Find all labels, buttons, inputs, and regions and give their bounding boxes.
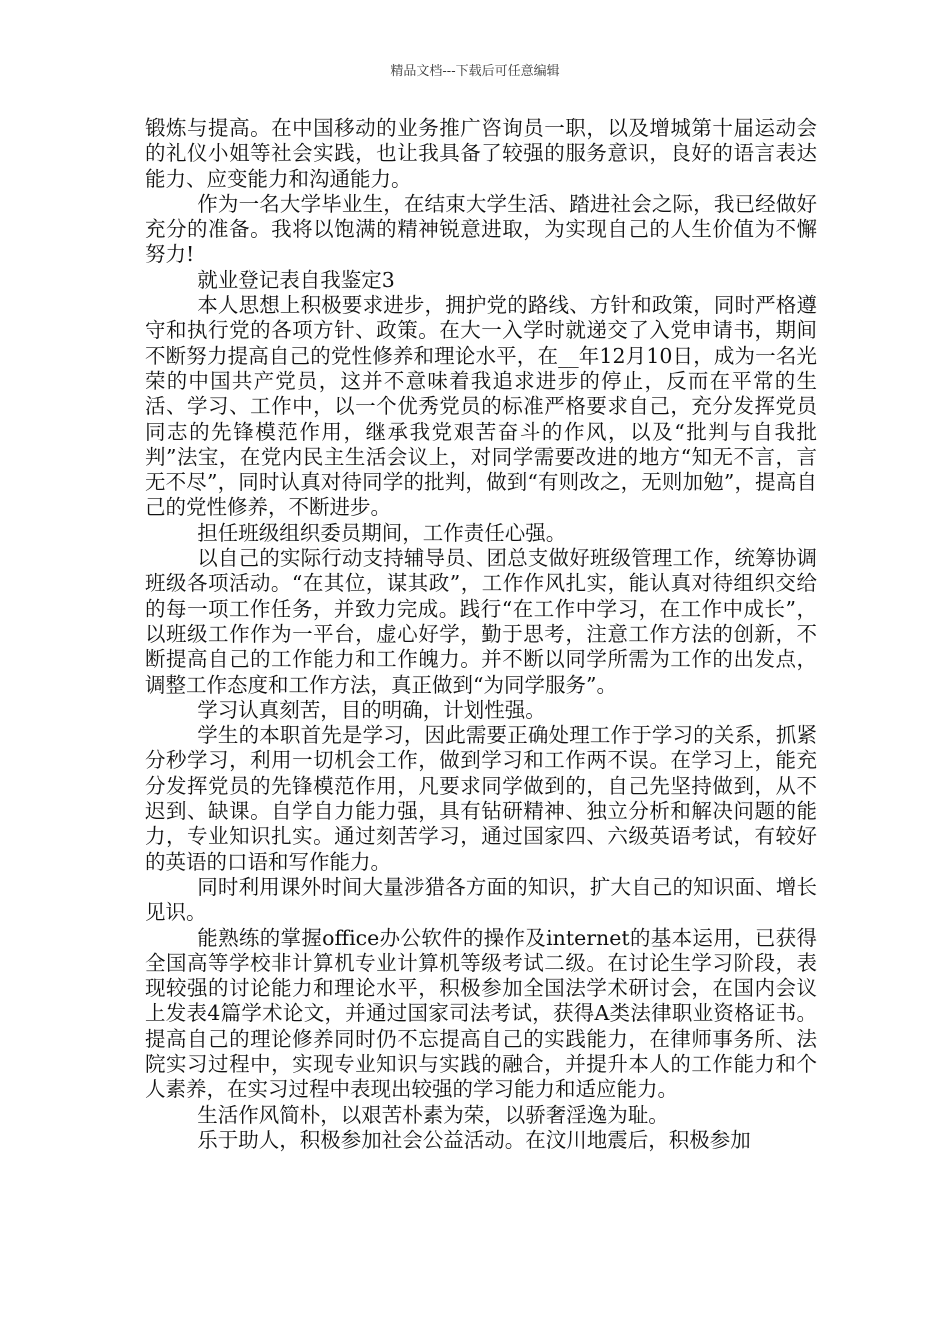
paragraph-volunteer: 乐于助人，积极参加社会公益活动。在汶川地震后，积极参加 [197, 1127, 751, 1152]
paragraph-graduate: 作为一名大学毕业生，在结束大学生活、踏进社会之际，我已经做好充分的准备。我将以饱满的精神锐意进取，为实现自己的人生价值为不懈努力! [145, 191, 817, 267]
paragraph-continuation: 锻炼与提高。在中国移动的业务推广咨询员一职，以及增城第十届运动会的礼仪小姐等社会实践，也让我具备了较强的服务意识，良好的语言表达能力、应变能力和沟通能力。 [145, 116, 817, 191]
paragraph-study-attitude: 学习认真刻苦，目的明确，计划性强。 [197, 697, 546, 722]
document-body [145, 116, 817, 1153]
section-heading: 就业登记表自我鉴定3 [197, 267, 395, 292]
paragraph-class-work: 以自己的实际行动支持辅导员、团总支做好班级管理工作，统筹协调班级各项活动。“在其位，谋其政”，工作作风扎实，能认真对待组织交给的每一项工作任务，并致力完成。践行“在工作中学习，在工作中成长”，以班级工作作为一平台，虚心好学，勤于思考，注意工作方法的创新，不断提高自己的工作能力和工作魄力。并不断以同学所需为工作的出发点，调整工作态度和工作方法，真正做到“为同学服务”。 [145, 546, 817, 697]
paragraph-study: 学生的本职首先是学习，因此需要正确处理工作于学习的关系，抓紧分秒学习，利用一切机会工作，做到学习和工作两不误。在学习上，能充分发挥党员的先锋模范作用，凡要求同学做到的，自己先坚持做到，从不迟到、缺课。自学自力能力强，具有钻研精神、独立分析和解决问题的能力，专业知识扎实。通过刻苦学习，通过国家四、六级英语考试，有较好的英语的口语和写作能力。 [145, 723, 817, 874]
paragraph-committee: 担任班级组织委员期间，工作责任心强。 [197, 520, 567, 545]
page-header: 精品文档---下载后可任意编辑 [390, 64, 560, 79]
paragraph-knowledge: 同时利用课外时间大量涉猎各方面的知识，扩大自己的知识面、增长见识。 [145, 874, 817, 925]
paragraph-lifestyle: 生活作风简朴，以艰苦朴素为荣，以骄奢淫逸为耻。 [197, 1102, 669, 1127]
paragraph-ideology: 本人思想上积极要求进步，拥护党的路线、方针和政策，同时严格遵守和执行党的各项方针、政策。在大一入学时就递交了入党申请书，期间不断努力提高自己的党性修养和理论水平，在__年12月10日，成为一名光荣的中国共产党员，这并不意味着我追求进步的停止，反而在平常的生活、学习、工作中，以一个优秀党员的标准严格要求自己，充分发挥党员同志的先锋模范作用，继承我党艰苦奋斗的作风，以及“批判与自我批判”法宝，在党内民主生活会议上，对同学需要改进的地方“知无不言，言无不尽”，同时认真对待同学的批判，做到“有则改之，无则加勉”，提高自己的党性修养，不断进步。 [145, 293, 817, 520]
paragraph-skills: 能熟练的掌握office办公软件的操作及internet的基本运用，已获得全国高等学校非计算机专业计算机等级考试二级。在讨论生学习阶段，表现较强的讨论能力和理论水平，积极参加全国法学术研讨会，在国内会议上发表4篇学术论文，并通过国家司法考试，获得A类法律职业资格证书。提高自己的理论修养同时仍不忘提高自己的实践能力，在律师事务所、法院实习过程中，实现专业知识与实践的融合，并提升本人的工作能力和个人素养，在实习过程中表现出较强的学习能力和适应能力。 [145, 925, 817, 1102]
